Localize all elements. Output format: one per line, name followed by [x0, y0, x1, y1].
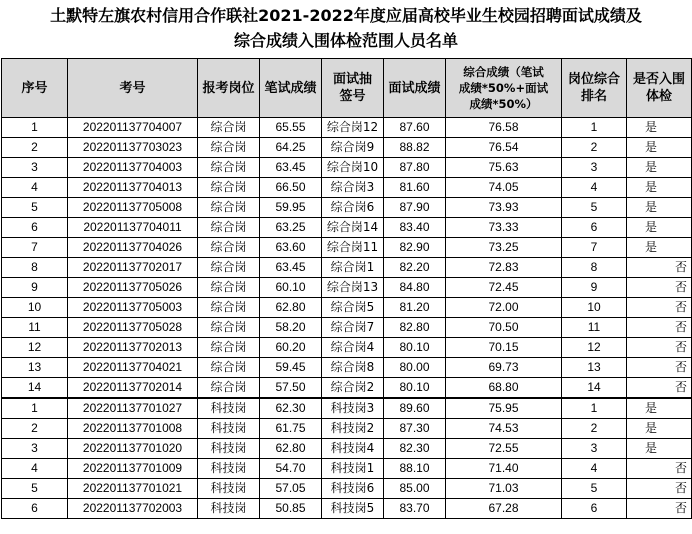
header-check	[627, 59, 692, 118]
cell-exam-no: 202201137703023	[68, 138, 198, 158]
table-row	[2, 238, 692, 258]
cell-post: 综合岗	[198, 118, 260, 138]
header-row	[2, 59, 692, 118]
cell-written: 65.55	[260, 118, 322, 138]
cell-exam-no: 202201137702014	[68, 378, 198, 399]
cell-seq: 4	[2, 459, 68, 479]
cell-seq: 1	[2, 118, 68, 138]
cell-written: 60.20	[260, 338, 322, 358]
cell-post: 科技岗	[198, 479, 260, 499]
cell-post: 科技岗	[198, 398, 260, 419]
cell-total: 76.54	[446, 138, 562, 158]
cell-lot: 综合岗5	[322, 298, 384, 318]
cell-total: 72.83	[446, 258, 562, 278]
cell-exam-no: 202201137702013	[68, 338, 198, 358]
cell-total: 69.73	[446, 358, 562, 378]
header-rank	[562, 59, 627, 118]
cell-rank: 4	[562, 178, 627, 198]
cell-check: 是	[627, 238, 692, 258]
cell-exam-no: 202201137702017	[68, 258, 198, 278]
cell-exam-no: 202201137701009	[68, 459, 198, 479]
cell-interview: 82.80	[384, 318, 446, 338]
cell-interview: 85.00	[384, 479, 446, 499]
cell-interview: 80.00	[384, 358, 446, 378]
cell-lot: 综合岗13	[322, 278, 384, 298]
table-row	[2, 459, 692, 479]
cell-post: 科技岗	[198, 459, 260, 479]
cell-check: 是	[627, 158, 692, 178]
cell-interview: 88.82	[384, 138, 446, 158]
cell-post: 综合岗	[198, 338, 260, 358]
title-line-1: 土默特左旗农村信用合作联社2021-2022年度应届高校毕业生校园招聘面试成绩及	[50, 6, 642, 25]
cell-rank: 7	[562, 238, 627, 258]
cell-check: 是	[627, 398, 692, 419]
cell-rank: 12	[562, 338, 627, 358]
header-rank-line2: 排名	[580, 89, 607, 104]
cell-exam-no: 202201137702003	[68, 499, 198, 519]
table-row	[2, 218, 692, 238]
cell-check: 否	[627, 358, 692, 378]
cell-seq: 8	[2, 258, 68, 278]
cell-rank: 3	[562, 158, 627, 178]
cell-post: 综合岗	[198, 298, 260, 318]
cell-rank: 2	[562, 419, 627, 439]
cell-rank: 11	[562, 318, 627, 338]
cell-exam-no: 202201137704011	[68, 218, 198, 238]
cell-total: 76.58	[446, 118, 562, 138]
cell-seq: 11	[2, 318, 68, 338]
cell-seq: 2	[2, 419, 68, 439]
cell-written: 59.45	[260, 358, 322, 378]
cell-total: 73.25	[446, 238, 562, 258]
table-body	[2, 118, 692, 519]
cell-lot: 综合岗2	[322, 378, 384, 399]
cell-check: 否	[627, 258, 692, 278]
cell-total: 67.28	[446, 499, 562, 519]
cell-rank: 5	[562, 479, 627, 499]
header-check-line2: 体检	[645, 89, 672, 104]
cell-rank: 1	[562, 118, 627, 138]
cell-lot: 综合岗14	[322, 218, 384, 238]
cell-interview: 88.10	[384, 459, 446, 479]
cell-rank: 14	[562, 378, 627, 399]
cell-seq: 10	[2, 298, 68, 318]
cell-check: 是	[627, 118, 692, 138]
cell-seq: 5	[2, 198, 68, 218]
cell-exam-no: 202201137705026	[68, 278, 198, 298]
table-row	[2, 358, 692, 378]
cell-exam-no: 202201137704021	[68, 358, 198, 378]
cell-exam-no: 202201137704026	[68, 238, 198, 258]
cell-interview: 89.60	[384, 398, 446, 419]
cell-written: 66.50	[260, 178, 322, 198]
cell-rank: 4	[562, 459, 627, 479]
header-written: 笔试成绩	[260, 59, 322, 118]
cell-lot: 综合岗12	[322, 118, 384, 138]
cell-interview: 83.70	[384, 499, 446, 519]
header-lot-line1: 面试抽	[332, 72, 372, 87]
header-check-line1: 是否入围	[632, 72, 685, 87]
cell-written: 63.45	[260, 158, 322, 178]
cell-lot: 科技岗6	[322, 479, 384, 499]
cell-total: 73.93	[446, 198, 562, 218]
cell-exam-no: 202201137704007	[68, 118, 198, 138]
cell-exam-no: 202201137704013	[68, 178, 198, 198]
cell-total: 70.50	[446, 318, 562, 338]
cell-written: 63.45	[260, 258, 322, 278]
cell-lot: 科技岗2	[322, 419, 384, 439]
cell-post: 综合岗	[198, 158, 260, 178]
cell-exam-no: 202201137701020	[68, 439, 198, 459]
cell-post: 科技岗	[198, 419, 260, 439]
cell-total: 68.80	[446, 378, 562, 399]
cell-total: 75.95	[446, 398, 562, 419]
cell-interview: 82.20	[384, 258, 446, 278]
cell-rank: 10	[562, 298, 627, 318]
cell-lot: 综合岗6	[322, 198, 384, 218]
cell-written: 63.60	[260, 238, 322, 258]
cell-written: 62.80	[260, 439, 322, 459]
cell-lot: 综合岗8	[322, 358, 384, 378]
cell-post: 综合岗	[198, 278, 260, 298]
cell-interview: 80.10	[384, 338, 446, 358]
cell-total: 74.53	[446, 419, 562, 439]
cell-exam-no: 202201137705008	[68, 198, 198, 218]
table-row	[2, 178, 692, 198]
table-row	[2, 158, 692, 178]
header-rank-line1: 岗位综合	[567, 72, 620, 87]
cell-lot: 综合岗9	[322, 138, 384, 158]
cell-check: 是	[627, 138, 692, 158]
title-line-2: 综合成绩入围体检范围人员名单	[233, 31, 458, 50]
table-row	[2, 138, 692, 158]
cell-post: 综合岗	[198, 238, 260, 258]
cell-check: 是	[627, 218, 692, 238]
cell-post: 综合岗	[198, 218, 260, 238]
cell-seq: 12	[2, 338, 68, 358]
header-total-line3: 成绩*50%）	[469, 97, 538, 111]
header-seq: 序号	[2, 59, 68, 118]
header-total-line2: 成绩*50%+面试	[458, 81, 549, 95]
cell-lot: 科技岗5	[322, 499, 384, 519]
cell-rank: 3	[562, 439, 627, 459]
table-row	[2, 479, 692, 499]
cell-interview: 83.40	[384, 218, 446, 238]
table-row	[2, 419, 692, 439]
cell-seq: 6	[2, 499, 68, 519]
cell-exam-no: 202201137701027	[68, 398, 198, 419]
cell-lot: 综合岗4	[322, 338, 384, 358]
cell-check: 否	[627, 479, 692, 499]
cell-seq: 4	[2, 178, 68, 198]
cell-check: 否	[627, 278, 692, 298]
table-row	[2, 118, 692, 138]
cell-post: 科技岗	[198, 499, 260, 519]
cell-written: 64.25	[260, 138, 322, 158]
cell-interview: 87.90	[384, 198, 446, 218]
table-row	[2, 298, 692, 318]
table-row	[2, 278, 692, 298]
cell-post: 综合岗	[198, 138, 260, 158]
cell-lot: 综合岗7	[322, 318, 384, 338]
cell-interview: 87.80	[384, 158, 446, 178]
cell-rank: 8	[562, 258, 627, 278]
header-total	[446, 59, 562, 118]
cell-written: 62.30	[260, 398, 322, 419]
results-table	[1, 58, 692, 519]
cell-total: 74.05	[446, 178, 562, 198]
cell-written: 63.25	[260, 218, 322, 238]
cell-total: 72.00	[446, 298, 562, 318]
cell-seq: 7	[2, 238, 68, 258]
table-row	[2, 398, 692, 419]
cell-exam-no: 202201137701021	[68, 479, 198, 499]
cell-seq: 6	[2, 218, 68, 238]
table-row	[2, 378, 692, 399]
cell-rank: 2	[562, 138, 627, 158]
cell-lot: 综合岗3	[322, 178, 384, 198]
cell-rank: 5	[562, 198, 627, 218]
cell-seq: 1	[2, 398, 68, 419]
header-exam-no: 考号	[68, 59, 198, 118]
cell-lot: 综合岗10	[322, 158, 384, 178]
cell-post: 科技岗	[198, 439, 260, 459]
cell-rank: 9	[562, 278, 627, 298]
cell-post: 综合岗	[198, 378, 260, 399]
cell-rank: 13	[562, 358, 627, 378]
cell-seq: 9	[2, 278, 68, 298]
cell-written: 61.75	[260, 419, 322, 439]
cell-exam-no: 202201137704003	[68, 158, 198, 178]
cell-total: 75.63	[446, 158, 562, 178]
cell-seq: 3	[2, 439, 68, 459]
cell-exam-no: 202201137701008	[68, 419, 198, 439]
header-lot	[322, 59, 384, 118]
header-lot-line2: 签号	[339, 89, 366, 104]
cell-written: 62.80	[260, 298, 322, 318]
cell-check: 否	[627, 499, 692, 519]
table-row	[2, 318, 692, 338]
cell-post: 综合岗	[198, 358, 260, 378]
cell-check: 否	[627, 378, 692, 399]
cell-lot: 科技岗3	[322, 398, 384, 419]
cell-check: 否	[627, 338, 692, 358]
cell-interview: 87.60	[384, 118, 446, 138]
header-post: 报考岗位	[198, 59, 260, 118]
cell-post: 综合岗	[198, 258, 260, 278]
cell-check: 否	[627, 459, 692, 479]
cell-written: 57.05	[260, 479, 322, 499]
cell-interview: 80.10	[384, 378, 446, 399]
header-total-line1: 综合成绩（笔试	[463, 65, 544, 79]
cell-interview: 81.20	[384, 298, 446, 318]
table-row	[2, 499, 692, 519]
cell-interview: 82.30	[384, 439, 446, 459]
cell-total: 72.45	[446, 278, 562, 298]
cell-total: 71.40	[446, 459, 562, 479]
cell-rank: 6	[562, 499, 627, 519]
table-row	[2, 338, 692, 358]
cell-post: 综合岗	[198, 318, 260, 338]
cell-post: 综合岗	[198, 178, 260, 198]
cell-written: 60.10	[260, 278, 322, 298]
cell-check: 是	[627, 198, 692, 218]
cell-exam-no: 202201137705003	[68, 298, 198, 318]
document-title	[0, 0, 692, 58]
cell-written: 59.95	[260, 198, 322, 218]
cell-written: 50.85	[260, 499, 322, 519]
cell-interview: 87.30	[384, 419, 446, 439]
cell-exam-no: 202201137705028	[68, 318, 198, 338]
cell-written: 54.70	[260, 459, 322, 479]
cell-written: 57.50	[260, 378, 322, 399]
cell-rank: 1	[562, 398, 627, 419]
cell-lot: 综合岗11	[322, 238, 384, 258]
cell-check: 否	[627, 298, 692, 318]
cell-total: 71.03	[446, 479, 562, 499]
table-row	[2, 439, 692, 459]
cell-seq: 14	[2, 378, 68, 399]
cell-total: 72.55	[446, 439, 562, 459]
cell-check: 是	[627, 439, 692, 459]
cell-seq: 13	[2, 358, 68, 378]
cell-seq: 5	[2, 479, 68, 499]
cell-total: 70.15	[446, 338, 562, 358]
cell-total: 73.33	[446, 218, 562, 238]
cell-check: 否	[627, 318, 692, 338]
cell-interview: 84.80	[384, 278, 446, 298]
table-row	[2, 198, 692, 218]
cell-post: 综合岗	[198, 198, 260, 218]
cell-lot: 科技岗1	[322, 459, 384, 479]
cell-interview: 81.60	[384, 178, 446, 198]
cell-check: 是	[627, 178, 692, 198]
cell-lot: 综合岗1	[322, 258, 384, 278]
cell-check: 是	[627, 419, 692, 439]
cell-written: 58.20	[260, 318, 322, 338]
cell-lot: 科技岗4	[322, 439, 384, 459]
cell-seq: 2	[2, 138, 68, 158]
cell-interview: 82.90	[384, 238, 446, 258]
cell-seq: 3	[2, 158, 68, 178]
header-interview: 面试成绩	[384, 59, 446, 118]
cell-rank: 6	[562, 218, 627, 238]
table-row	[2, 258, 692, 278]
